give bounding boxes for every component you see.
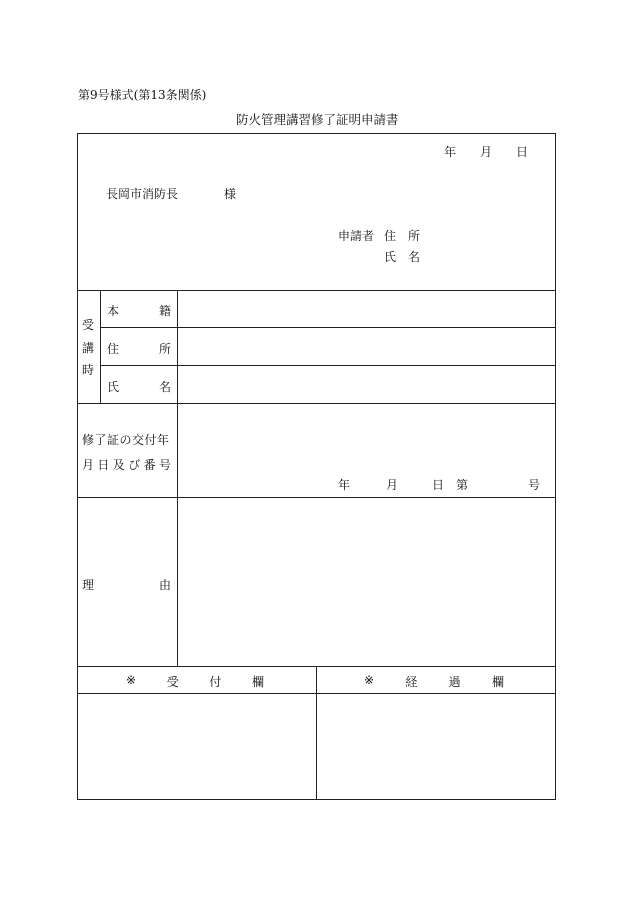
- certificate-number-suffix: 号: [528, 478, 541, 492]
- certificate-number-prefix: 第: [456, 478, 469, 492]
- attendance-group-char-1: 受: [82, 318, 95, 332]
- attendance-group-label: [82, 316, 94, 378]
- table-left-border: [77, 133, 78, 800]
- progress-char-3: 過: [448, 675, 461, 689]
- attendance-row-name-label: [107, 378, 171, 395]
- attendance-address-char-1: 住: [107, 342, 120, 356]
- addressee-honorific: 様: [224, 187, 237, 201]
- divider-row-honseki: [100, 327, 556, 328]
- certificate-label-line2: 月日及び番号: [82, 458, 175, 472]
- divider-label-column: [177, 290, 178, 666]
- honseki-char-1: 本: [107, 304, 120, 318]
- attendance-name-char-1: 氏: [107, 380, 120, 394]
- applicant-address-char-2: 所: [407, 229, 420, 243]
- divider-row-address: [100, 365, 556, 366]
- applicant-name-char-1: 氏: [384, 250, 397, 264]
- applicant-address-label: [384, 227, 420, 244]
- progress-char-2: 経: [405, 675, 418, 689]
- progress-column-header: [364, 673, 504, 690]
- divider-certificate-bottom: [77, 497, 556, 498]
- date-day-label: 日: [516, 145, 529, 159]
- reception-char-2: 受: [166, 675, 179, 689]
- divider-attendance-bottom: [77, 403, 556, 404]
- reason-char-2: 由: [158, 578, 171, 592]
- honseki-char-2: 籍: [158, 304, 171, 318]
- attendance-row-address-label: [107, 340, 171, 357]
- reception-char-4: 欄: [251, 675, 264, 689]
- applicant-name-label: [384, 248, 420, 265]
- date-month-label: 月: [480, 145, 493, 159]
- attendance-row-honseki-label: [107, 302, 171, 319]
- form-number: 第9号様式(第13条関係): [78, 88, 207, 102]
- attendance-address-char-2: 所: [158, 342, 171, 356]
- attendance-name-char-2: 名: [158, 380, 171, 394]
- divider-applicant-bottom: [77, 290, 556, 291]
- progress-char-1: ※: [364, 673, 375, 687]
- certificate-date-year: 年: [338, 478, 351, 492]
- reason-label: [82, 576, 171, 593]
- reception-char-3: 付: [209, 675, 222, 689]
- applicant-label: 申請者: [338, 229, 375, 243]
- certificate-date-day: 日: [432, 478, 445, 492]
- applicant-name-char-2: 名: [407, 250, 420, 264]
- addressee-office: 長岡市消防長: [106, 187, 179, 201]
- divider-footer-middle: [316, 666, 317, 799]
- table-top-border: [77, 133, 556, 134]
- attendance-group-char-3: 時: [82, 363, 95, 377]
- certificate-date-month: 月: [386, 478, 399, 492]
- applicant-address-char-1: 住: [384, 229, 397, 243]
- attendance-group-char-2: 講: [82, 340, 95, 355]
- reception-column-header: [126, 673, 264, 690]
- reception-char-1: ※: [126, 673, 137, 687]
- reason-char-1: 理: [82, 578, 95, 592]
- page-title: 防火管理講習修了証明申請書: [236, 112, 399, 127]
- date-year-label: 年: [444, 145, 457, 159]
- divider-attendance-group: [100, 290, 101, 403]
- certificate-label-line1: 修了証の交付年: [82, 433, 170, 447]
- progress-char-4: 欄: [491, 675, 504, 689]
- table-bottom-border: [77, 799, 556, 800]
- table-right-border: [555, 133, 556, 800]
